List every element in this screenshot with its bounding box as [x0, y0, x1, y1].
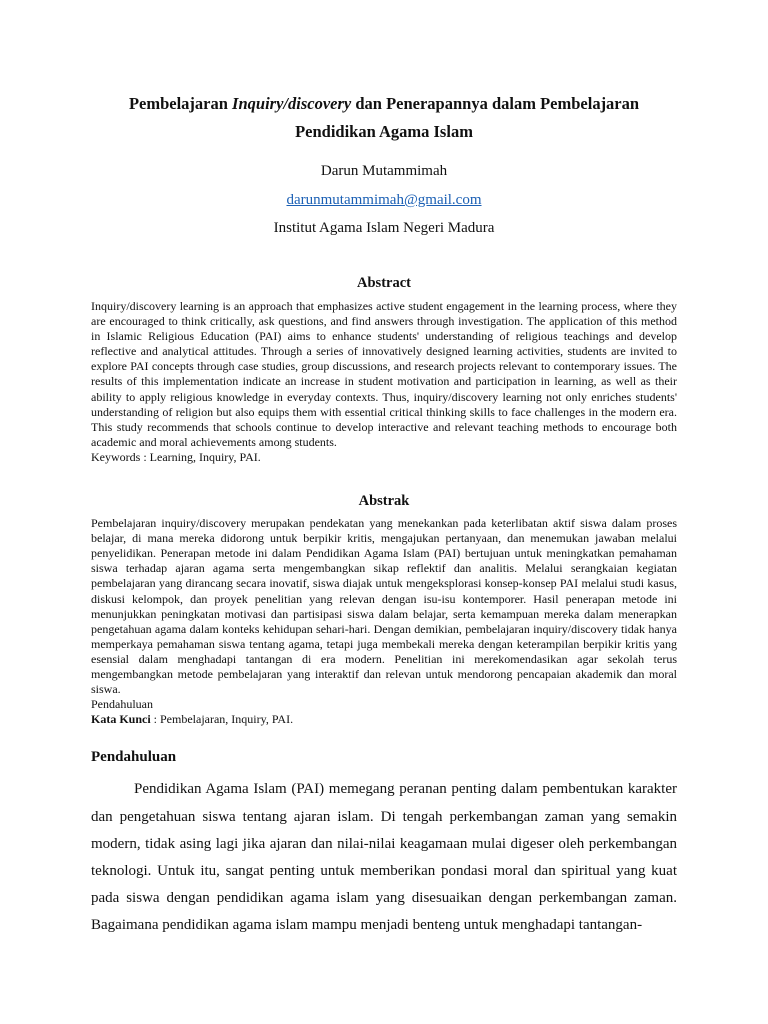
abstrak-keywords	[91, 712, 677, 727]
abstract-keywords: Keywords : Learning, Inquiry, PAI.	[91, 449, 261, 464]
abstract-text: Inquiry/discovery learning is an approach that emphasizes active student engagement in the learning process, where they are encouraged to think critically, ask questions, and find answers through investigation. The application of this method in Islamic Religious Education (PAI) aims to enhance students' understanding of religious teachings and develop reflective and analytical attitudes. Through a series of innovatively designed learning activities, students are invited to explore PAI concepts through case studies, group discussions, and research projects relevant to contemporary issues. The results of this implementation indicate an increase in student motivation and participation in learning, as well as their ability to apply religious knowledge in everyday contexts. Thus, inquiry/discovery learning not only enriches students' understanding of religion but also equips them with essential critical thinking skills to face challenges in the modern era. This study recommends that schools continue to develop interactive and relevant teaching methods to encourage both academic and moral achievements among students.	[91, 299, 677, 449]
abstrak-body	[91, 516, 677, 727]
author-institution: Institut Agama Islam Negeri Madura	[273, 220, 495, 236]
title-line-2: Pendidikan Agama Islam	[295, 122, 473, 141]
email-link[interactable]: darunmutammimah@gmail.com	[286, 192, 482, 208]
title-italic-term: Inquiry/discovery	[232, 94, 352, 113]
abstract-body	[91, 299, 677, 465]
author-email	[91, 191, 677, 209]
title-line-1	[91, 90, 677, 118]
abstrak-heading: Abstrak	[358, 493, 410, 510]
introduction-heading: Pendahuluan	[91, 749, 177, 766]
abstrak-extra-line: Pendahuluan	[91, 697, 153, 712]
abstrak-text: Pembelajaran inquiry/discovery merupakan pendekatan yang menekankan pada keterlibatan aktif siswa dalam proses belajar, di mana mereka didorong untuk berpikir kritis, mengajukan pertanyaan, dan menemukan jawaban melalui penyelidikan. Penerapan metode ini dalam Pendidikan Agama Islam (PAI) bertujuan untuk meningkatkan pemahaman siswa terhadap ajaran agama serta mengembangkan sikap reflektif dan analitis. Melalui serangkaian kegiatan pembelajaran yang dirancang secara inovatif, siswa diajak untuk mengeksplorasi konsep-konsep PAI melalui studi kasus, diskusi kelompok, dan proyek penelitian yang relevan dengan isu-isu kontemporer. Hasil penerapan metode ini menunjukkan peningkatan motivasi dan partisipasi siswa dalam belajar, serta kemampuan mereka dalam menerapkan pengetahuan agama dalam konteks kehidupan sehari-hari. Dengan demikian, pembelajaran inquiry/discovery tidak hanya memperkaya pemahaman siswa tentang agama, tetapi juga membekali mereka dengan keterampilan berpikir kritis yang esensial dalam menghadapi tantangan di era modern. Penelitian ini merekomendasikan agar sekolah terus mengembangkan metode pembelajaran yang interaktif dan relevan untuk mendorong pencapaian akademik dan moral siswa.	[91, 516, 677, 697]
title-suffix: dan Penerapannya dalam Pembelajaran	[351, 94, 640, 113]
paper-title	[91, 0, 677, 146]
introduction-paragraph: Pendidikan Agama Islam (PAI) memegang peranan penting dalam pembentukan karakter dan pengetahuan siswa tentang ajaran islam. Di tengah perkembangan zaman yang semakin modern, tidak asing lagi jika ajaran dan nilai-nilai keagamaan mulai digeser oleh perkembangan teknologi. Untuk itu, sangat penting untuk memberikan pondasi moral dan spiritual yang kuat pada siswa dengan pendidikan agama islam yang disesuaikan dengan perkembangan zaman. Bagaimana pendidikan agama islam mampu menjadi benteng untuk menghadapi tantangan-	[91, 781, 677, 934]
abstract-heading: Abstract	[357, 275, 411, 291]
author-name: Darun Mutammimah	[320, 163, 448, 179]
keywords-value: : Pembelajaran, Inquiry, PAI.	[150, 712, 294, 727]
title-prefix: Pembelajaran	[128, 94, 233, 113]
keywords-label: Kata Kunci	[91, 712, 151, 727]
